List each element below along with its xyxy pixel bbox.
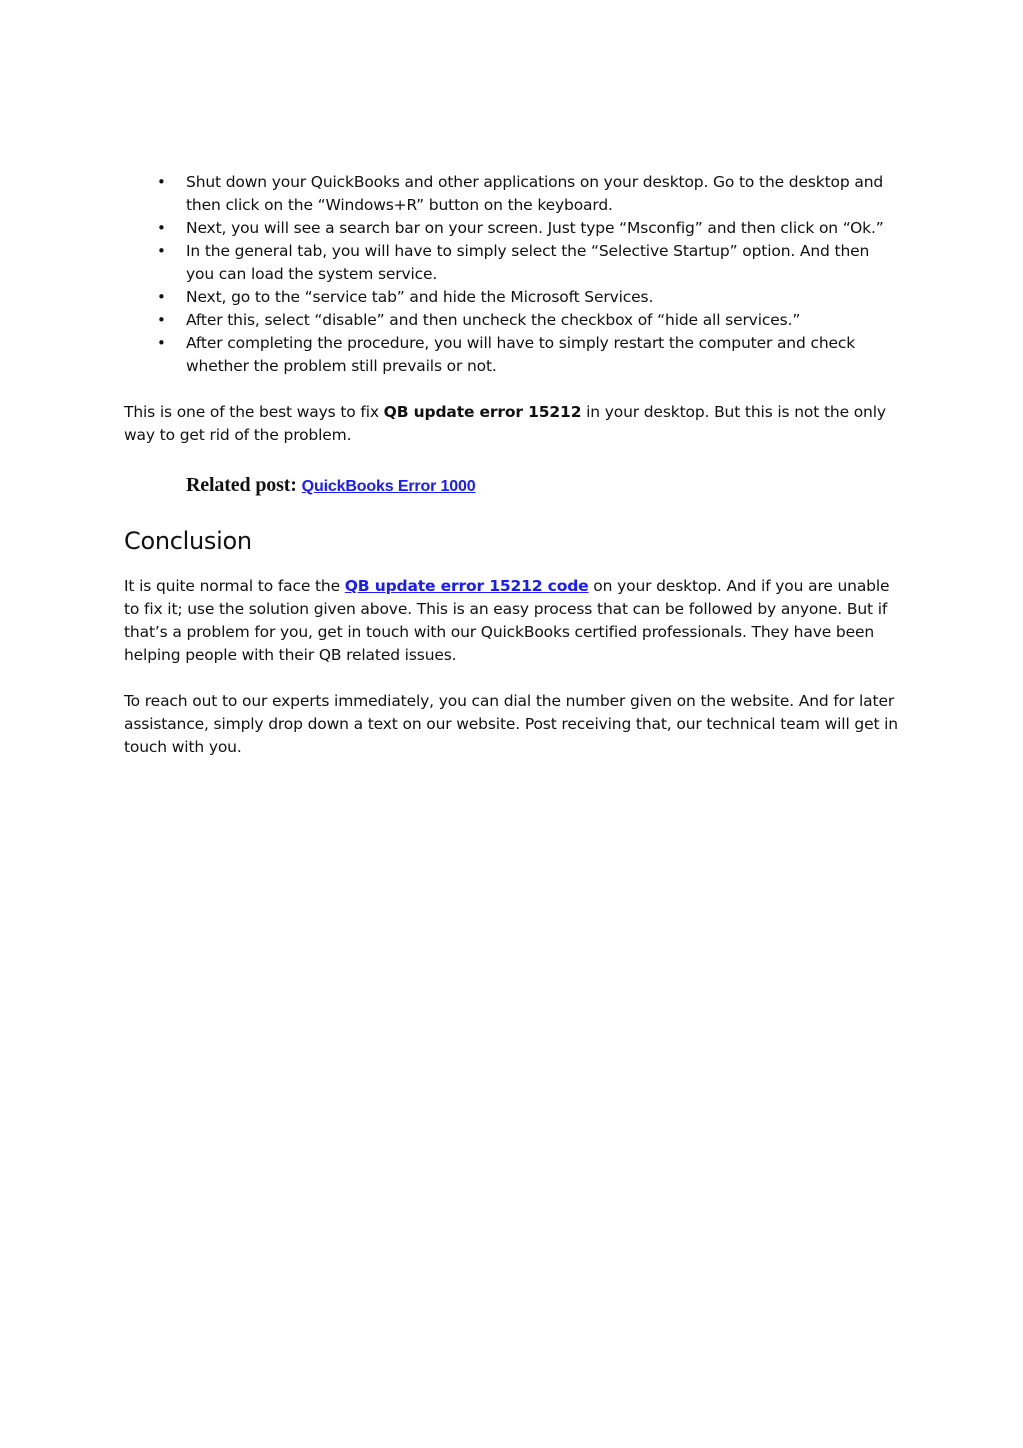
related-post-link[interactable]: QuickBooks Error 1000 [301,478,476,495]
bullet-icon: • [157,242,166,260]
list-item-text: After this, select “disable” and then uncheck the checkbox of “hide all services.” [186,311,801,329]
error-code-link[interactable]: QB update error 15212 code [344,577,589,595]
list-item-text: In the general tab, you will have to simply select the “Selective Startup” option. And then you can load the system service. [186,242,870,283]
conclusion-heading: Conclusion [124,527,252,555]
conclusion-paragraph-1 [124,575,900,667]
intro-text-after: in your desktop. But this is not the only way to get rid of the problem. [124,403,886,444]
bullet-icon: • [157,288,166,306]
related-post-label: Related post: [186,474,302,496]
list-item-text: Next, you will see a search bar on your screen. Just type “Msconfig” and then click on “Ok.” [186,219,884,237]
conclusion-text-before: It is quite normal to face the [124,577,345,595]
bullet-icon: • [157,173,166,191]
list-item [124,217,900,240]
intro-paragraph [124,401,900,447]
list-item-text: After completing the procedure, you will have to simply restart the computer and check whether the problem still prevails or not. [186,334,856,375]
list-item [124,171,900,217]
list-item-text: Shut down your QuickBooks and other applications on your desktop. Go to the desktop and then click on the “Windows+R” button on the keyboard. [186,173,884,214]
intro-text-before: This is one of the best ways to fix [124,403,384,421]
conclusion-paragraph-2: To reach out to our experts immediately, you can dial the number given on the website. And for later assistance, simply drop down a text on our website. Post receiving that, our technical team will get in touch with you. [124,692,898,756]
conclusion-text-after: on your desktop. And if you are unable to fix it; use the solution given above. This is an easy process that can be followed by anyone. But if that’s a problem for you, get in touch with our QuickBooks certified professionals. They have been helping people with their QB related issues. [124,577,890,664]
related-post [124,470,900,502]
list-item [124,309,900,332]
document-content [124,171,900,759]
bullet-icon: • [157,334,166,352]
steps-list [124,171,900,378]
bullet-icon: • [157,219,166,237]
list-item [124,332,900,378]
intro-bold-keyword: QB update error 15212 [383,403,582,421]
list-item-text: Next, go to the “service tab” and hide the Microsoft Services. [186,288,654,306]
list-item [124,286,900,309]
list-item [124,240,900,286]
bullet-icon: • [157,311,166,329]
